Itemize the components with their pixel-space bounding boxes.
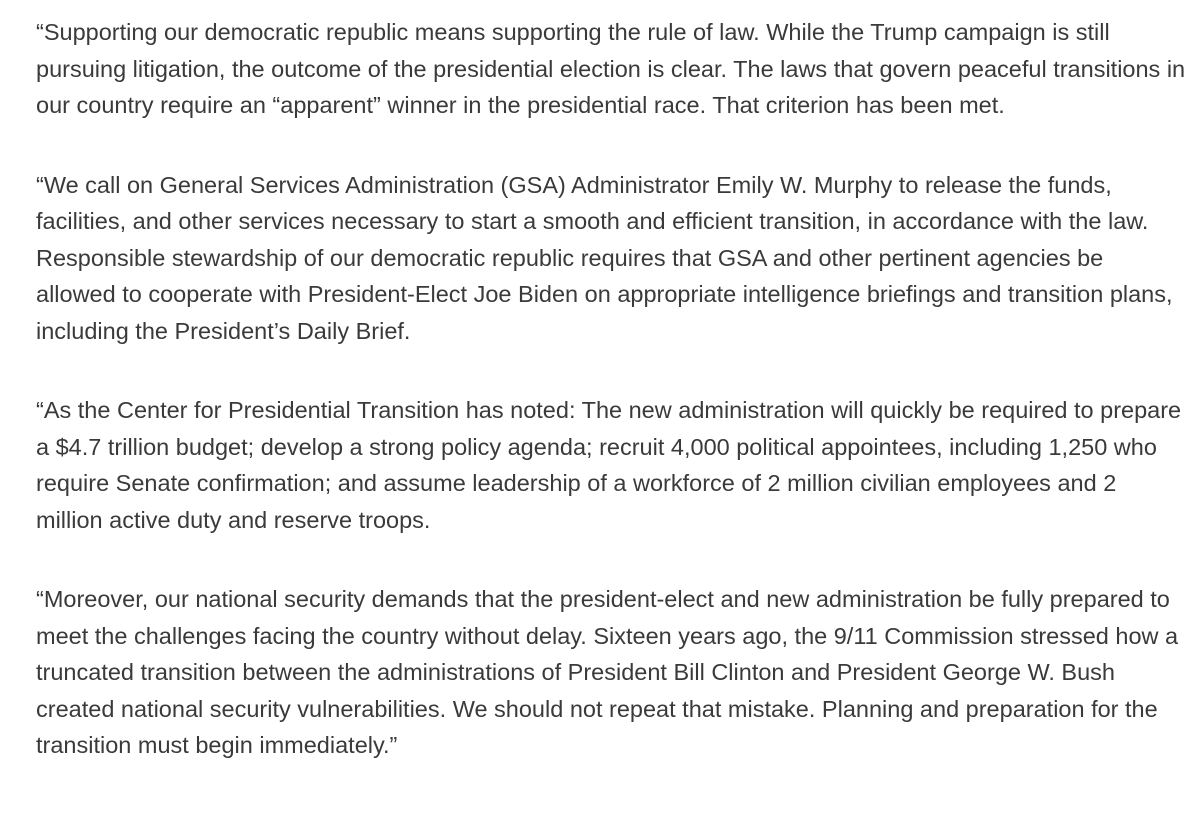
quoted-statement xyxy=(36,14,1186,764)
paragraph-national-security: “Moreover, our national security demands that the president-elect and new administration be fully prepared to meet the challenges facing the country without delay. Sixteen years ago, the 9/11 Commission stressed how a truncated transition between the administrations of President Bill Clinton and President George W. Bush created national security vulnerabilities. We should not repeat that mistake. Planning and preparation for the transition must begin immediately.” xyxy=(36,586,1179,758)
paragraph-rule-of-law: “Supporting our democratic republic means supporting the rule of law. While the Trump campaign is still pursuing litigation, the outcome of the presidential election is clear. The laws that govern peaceful transitions in our country require an “apparent” winner in the presidential race. That criterion has been met. xyxy=(36,19,1186,118)
paragraph-transition-scope: “As the Center for Presidential Transition has noted: The new administration will quickly be required to prepare a $4.7 trillion budget; develop a strong policy agenda; recruit 4,000 political appointees, including 1,250 who require Senate confirmation; and assume leadership of a workforce of 2 million civilian employees and 2 million active duty and reserve troops. xyxy=(36,397,1182,533)
paragraph-gsa-call: “We call on General Services Administration (GSA) Administrator Emily W. Murphy to release the funds, facilities, and other services necessary to start a smooth and efficient transition, in accordance with the law. Responsible stewardship of our democratic republic requires that GSA and other pertinent agencies be allowed to cooperate with President-Elect Joe Biden on appropriate intelligence briefings and transition plans, including the President’s Daily Brief. xyxy=(36,171,1173,344)
